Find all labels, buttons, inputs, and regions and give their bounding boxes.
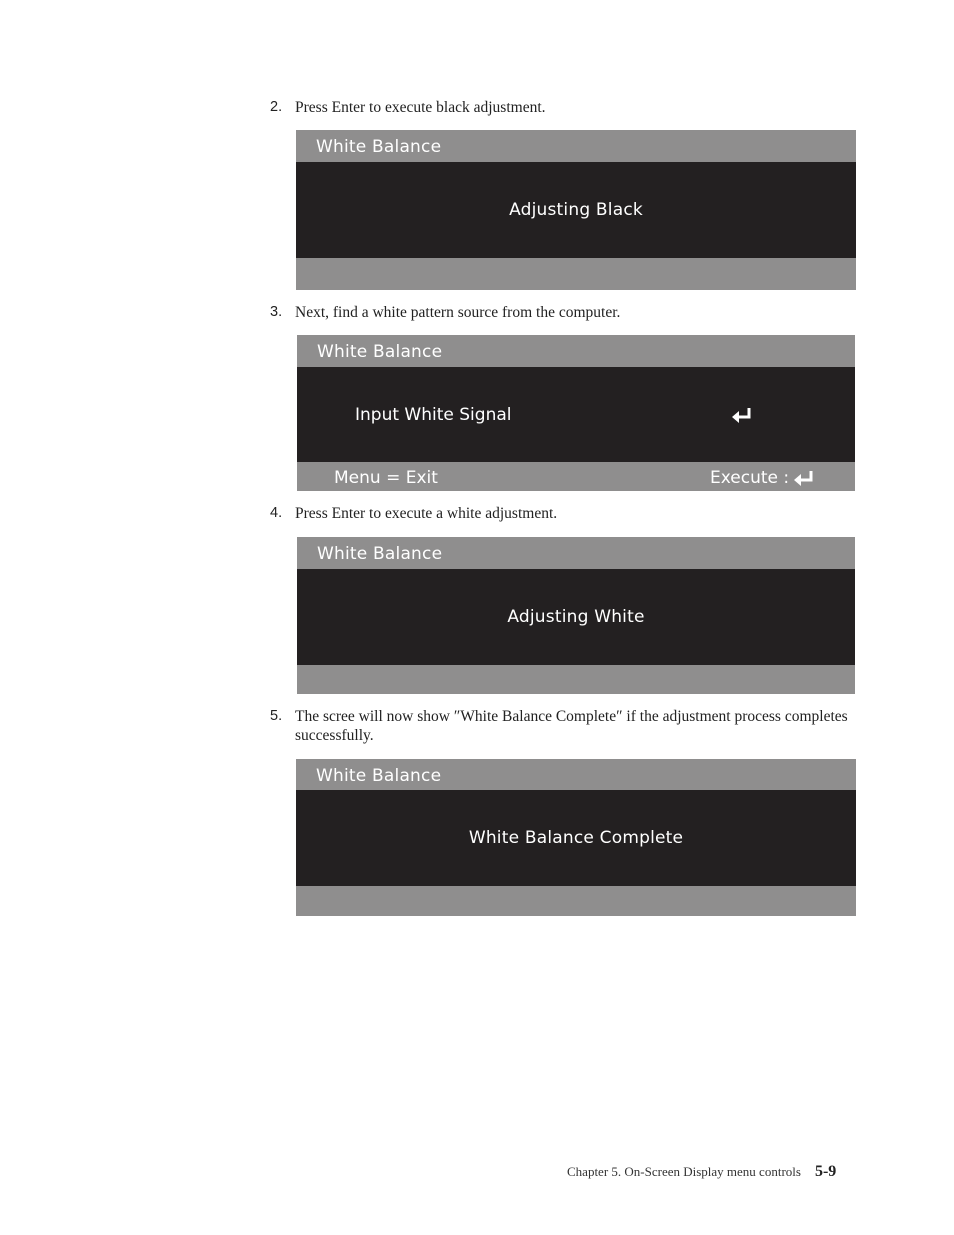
osd-footer-bar [297,462,855,491]
osd-screen-adjusting-white [297,537,855,694]
osd-screen-white-balance-complete [296,759,856,916]
osd-message: Input White Signal [355,405,512,425]
page-number: 5-9 [814,1163,837,1180]
chapter-title: Chapter 5. On-Screen Display menu controls [567,1164,801,1179]
enter-icon [792,469,816,494]
step-text: Press Enter to execute black adjustment. [295,99,546,116]
osd-screen-input-white-signal [297,335,855,491]
osd-message: White Balance Complete [468,828,684,848]
page-footer [567,1163,836,1181]
osd-title: White Balance [296,759,856,790]
osd-message: Adjusting White [507,607,645,627]
osd-body [296,162,856,258]
enter-icon [730,406,754,431]
osd-footer-bar [296,886,856,916]
osd-footer-bar [296,258,856,290]
step-number: 4. [270,505,283,521]
osd-screen-adjusting-black [296,130,856,290]
osd-title: White Balance [297,537,855,569]
step-text: Next, find a white pattern source from the computer. [295,304,621,321]
step-number: 2. [270,99,283,115]
osd-body [297,367,855,462]
osd-message: Adjusting Black [509,200,643,220]
step-text: The scree will now show ″White Balance Complete″ if the adjustment process completes successfully. [295,708,848,744]
osd-body [297,569,855,665]
step-text: Press Enter to execute a white adjustment. [295,505,558,522]
execute-hint: Execute : [710,468,790,488]
osd-footer-bar [297,665,855,694]
menu-exit-hint: Menu = Exit [334,468,438,488]
osd-title: White Balance [297,335,855,367]
step-number: 5. [270,708,283,724]
osd-title: White Balance [296,130,856,162]
osd-body [296,790,856,886]
step-number: 3. [270,304,283,320]
